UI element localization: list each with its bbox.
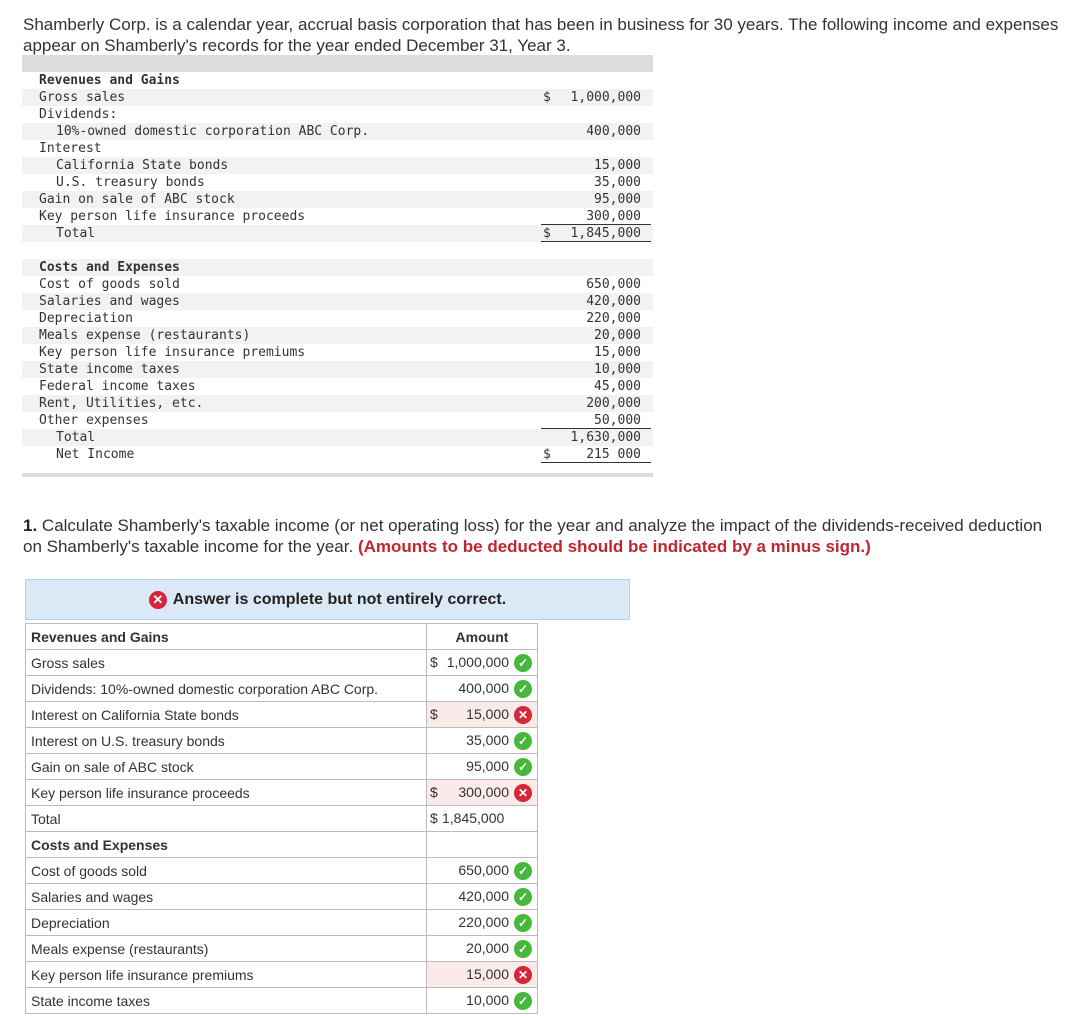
answer-label: Key person life insurance premiums <box>26 962 427 988</box>
problem-intro: Shamberly Corp. is a calendar year, accrual basis corporation that has been in business for 30 years. The following income and expenses appear on Shamberly's records for the year ended December 31, Year 3. <box>23 15 1059 55</box>
statement-row <box>22 72 653 89</box>
answer-amount-cell[interactable] <box>427 884 538 910</box>
statement-label: 10%-owned domestic corporation ABC Corp. <box>56 124 370 139</box>
statement-label: Revenues and Gains <box>39 73 180 88</box>
x-circle-icon: ✕ <box>514 784 532 802</box>
answer-table <box>25 623 538 1014</box>
answer-row <box>26 806 538 832</box>
answer-row <box>26 702 538 728</box>
statement-amount: 650,000 <box>586 277 641 292</box>
check-circle-icon: ✓ <box>514 940 532 958</box>
statement-amount: 220,000 <box>586 311 641 326</box>
answer-row <box>26 650 538 676</box>
statement-amount: 1,000,000 <box>570 90 641 105</box>
statement-amount: 15,000 <box>594 345 641 360</box>
statement-row <box>22 412 653 429</box>
statement-label: Other expenses <box>39 413 149 428</box>
check-circle-icon: ✓ <box>514 862 532 880</box>
answer-row <box>26 676 538 702</box>
answer-amount-cell[interactable] <box>427 780 538 806</box>
statement-amount: 45,000 <box>594 379 641 394</box>
answer-label: Cost of goods sold <box>26 858 427 884</box>
answer-table-header <box>26 624 538 650</box>
statement-amount: 20,000 <box>594 328 641 343</box>
statement-label: Dividends: <box>39 107 118 122</box>
statement-row <box>22 174 653 191</box>
statement-row <box>22 276 653 293</box>
answer-row <box>26 754 538 780</box>
statement-label: Federal income taxes <box>39 379 196 394</box>
statement-label: Rent, Utilities, etc. <box>39 396 204 411</box>
answer-amount-cell[interactable] <box>427 754 538 780</box>
answer-value[interactable]: 10,000 <box>466 992 509 1008</box>
answer-value[interactable]: 400,000 <box>458 680 509 696</box>
answer-value[interactable]: 35,000 <box>466 732 509 748</box>
dollar-sign: $ <box>430 654 438 670</box>
check-circle-icon: ✓ <box>514 888 532 906</box>
question-note: (Amounts to be deducted should be indicated by a minus sign.) <box>357 537 871 556</box>
question-number: 1. <box>23 516 38 535</box>
answer-amount-cell[interactable] <box>427 962 538 988</box>
answer-label: Gain on sale of ABC stock <box>26 754 427 780</box>
answer-table-body <box>26 650 538 1014</box>
question-text <box>23 515 1063 557</box>
statement-label: U.S. treasury bonds <box>56 175 205 190</box>
answer-row <box>26 910 538 936</box>
answer-amount-cell[interactable] <box>427 650 538 676</box>
answer-row <box>26 962 538 988</box>
statement-row <box>22 140 653 157</box>
statement-label: Salaries and wages <box>39 294 180 309</box>
answer-amount-cell[interactable] <box>427 910 538 936</box>
statement-spacer <box>22 242 653 259</box>
x-circle-icon: ✕ <box>514 966 532 984</box>
statement-amount: 1,845,000 <box>570 226 641 241</box>
statement-label: Cost of goods sold <box>39 277 180 292</box>
statement-row <box>22 293 653 310</box>
statement-bottom-bar <box>22 473 653 477</box>
answer-amount-cell[interactable] <box>427 702 538 728</box>
answer-label: Interest on U.S. treasury bonds <box>26 728 427 754</box>
question-body: Calculate Shamberly's taxable income (or net operating loss) for the year and analyze the impact of the dividends-received deduction on Shamberly's taxable income for the year. <box>23 516 1043 556</box>
answer-label: Depreciation <box>26 910 427 936</box>
statement-label: Total <box>56 226 96 241</box>
answer-amount-cell <box>427 832 538 858</box>
answer-value[interactable]: 420,000 <box>458 888 509 904</box>
banner-text: Answer is complete but not entirely correct. <box>172 590 507 608</box>
statement-label: Costs and Expenses <box>39 260 180 275</box>
statement-row <box>22 344 653 361</box>
answer-label: Costs and Expenses <box>26 832 427 858</box>
statement-top-bar <box>22 55 653 72</box>
statement-amount: 400,000 <box>586 124 641 139</box>
answer-label: Meals expense (restaurants) <box>26 936 427 962</box>
statement-row <box>22 259 653 276</box>
answer-value[interactable]: 300,000 <box>458 784 509 800</box>
statement-amount: 95,000 <box>594 192 641 207</box>
dollar-sign: $ <box>430 784 438 800</box>
check-circle-icon: ✓ <box>514 732 532 750</box>
answer-label: Total <box>26 806 427 832</box>
x-circle-icon: ✕ <box>514 706 532 724</box>
answer-label: Key person life insurance proceeds <box>26 780 427 806</box>
statement-label: Net Income <box>56 447 135 462</box>
statement-row <box>22 361 653 378</box>
dollar-sign: $ <box>430 706 438 722</box>
answer-status-banner <box>25 579 630 620</box>
statement-amount: 15,000 <box>594 158 641 173</box>
dollar-sign: $ <box>543 90 551 105</box>
statement-row <box>22 446 653 463</box>
check-circle-icon: ✓ <box>514 992 532 1010</box>
check-circle-icon: ✓ <box>514 758 532 776</box>
statement-amount: 300,000 <box>586 209 641 224</box>
answer-row <box>26 936 538 962</box>
answer-value[interactable]: 1,845,000 <box>442 810 505 826</box>
answer-value[interactable]: 15,000 <box>466 966 509 982</box>
income-statement <box>22 55 653 477</box>
statement-rows <box>22 72 653 463</box>
statement-amount: 420,000 <box>586 294 641 309</box>
statement-row <box>22 123 653 140</box>
answer-amount-cell[interactable] <box>427 806 538 832</box>
answer-label: Interest on California State bonds <box>26 702 427 728</box>
statement-row <box>22 157 653 174</box>
statement-row <box>22 225 653 242</box>
statement-amount: 35,000 <box>594 175 641 190</box>
answer-row <box>26 884 538 910</box>
dollar-sign: $ <box>543 447 551 462</box>
dollar-sign: $ <box>430 810 438 826</box>
answer-value[interactable]: 220,000 <box>458 914 509 930</box>
answer-amount-cell[interactable] <box>427 728 538 754</box>
statement-amount: 200,000 <box>586 396 641 411</box>
answer-label: Dividends: 10%-owned domestic corporation ABC Corp. <box>26 676 427 702</box>
check-circle-icon: ✓ <box>514 654 532 672</box>
statement-row <box>22 106 653 123</box>
underline-rule <box>541 462 651 463</box>
check-circle-icon: ✓ <box>514 914 532 932</box>
statement-row <box>22 89 653 106</box>
answer-value[interactable]: 650,000 <box>458 862 509 878</box>
statement-label: Gain on sale of ABC stock <box>39 192 235 207</box>
answer-value[interactable]: 15,000 <box>466 706 509 722</box>
answer-amount-cell[interactable] <box>427 988 538 1014</box>
answer-amount-cell[interactable] <box>427 858 538 884</box>
statement-row <box>22 429 653 446</box>
statement-label: Interest <box>39 141 102 156</box>
statement-row <box>22 310 653 327</box>
statement-row <box>22 327 653 344</box>
answer-value[interactable]: 95,000 <box>466 758 509 774</box>
answer-row <box>26 780 538 806</box>
statement-label: State income taxes <box>39 362 180 377</box>
statement-label: California State bonds <box>56 158 229 173</box>
statement-amount: 50,000 <box>594 413 641 428</box>
dollar-sign: $ <box>543 226 551 241</box>
statement-amount: 1,630,000 <box>570 430 641 445</box>
answer-amount-cell[interactable] <box>427 936 538 962</box>
answer-row <box>26 728 538 754</box>
statement-label: Depreciation <box>39 311 133 326</box>
check-circle-icon: ✓ <box>514 680 532 698</box>
statement-amount: 215 000 <box>586 447 641 462</box>
answer-value[interactable]: 1,000,000 <box>446 654 509 670</box>
statement-label: Key person life insurance premiums <box>39 345 306 360</box>
answer-row <box>26 858 538 884</box>
x-circle-icon: ✕ <box>149 591 167 609</box>
statement-label: Gross sales <box>39 90 126 105</box>
header-amount: Amount <box>427 624 538 650</box>
statement-row <box>22 378 653 395</box>
answer-label: Gross sales <box>26 650 427 676</box>
answer-row <box>26 832 538 858</box>
statement-row <box>22 191 653 208</box>
statement-label: Meals expense (restaurants) <box>39 328 251 343</box>
statement-amount: 10,000 <box>594 362 641 377</box>
answer-label: State income taxes <box>26 988 427 1014</box>
statement-row <box>22 395 653 412</box>
answer-value[interactable]: 20,000 <box>466 940 509 956</box>
header-label: Revenues and Gains <box>26 624 427 650</box>
answer-label: Salaries and wages <box>26 884 427 910</box>
statement-label: Key person life insurance proceeds <box>39 209 306 224</box>
statement-label: Total <box>56 430 96 445</box>
statement-row <box>22 208 653 225</box>
answer-row <box>26 988 538 1014</box>
answer-amount-cell[interactable] <box>427 676 538 702</box>
